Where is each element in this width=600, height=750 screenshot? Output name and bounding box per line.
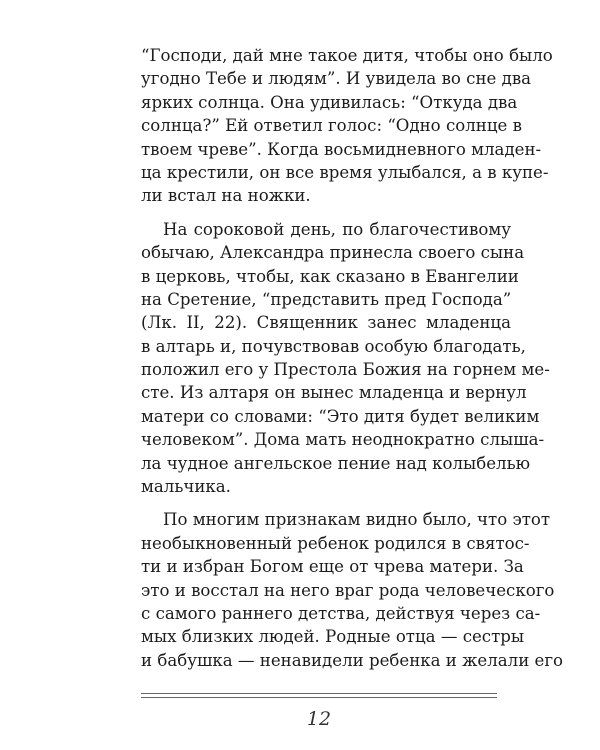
text-line: на Сретение, “представить пред Господа” (141, 289, 512, 309)
text-line: положил его у Престола Божия на горнем ме- (141, 360, 550, 380)
text-line: солнца?” Ей ответил голос: “Одно солнце в (141, 116, 522, 136)
text-line: в алтарь и, почувствовав особую благодать, (141, 336, 526, 356)
text-line: мальчика. (141, 477, 231, 497)
text-line: (Лк. II, 22). Священник занес младенца (141, 313, 511, 333)
text-line: ти и избран Богом еще от чрева матери. За (141, 557, 524, 577)
text-line: и бабушка — ненавидели ребенка и желали его (141, 650, 564, 670)
footer-rule-bottom (141, 697, 497, 698)
text-line: угодно Тебе и людям”. И увидела во сне два (141, 69, 532, 89)
text-line: мых близких людей. Родные отца — сестры (141, 627, 525, 647)
text-line: матери со словами: “Это дитя будет великим (141, 406, 540, 426)
page-number: 12 (306, 708, 332, 730)
text-line: сте. Из алтаря он вынес младенца и вернул (141, 383, 527, 403)
text-line: На сороковой день, по благочестивому (163, 219, 511, 239)
text-line: “Господи, дай мне такое дитя, чтобы оно было (141, 46, 553, 65)
text-line: ярких солнца. Она удивилась: “Откуда два (141, 92, 518, 112)
text-line: обычаю, Александра принесла своего сына (141, 243, 525, 263)
text-line: ла чудное ангельское пение над колыбелью (141, 453, 531, 473)
text-line: необыкновенный ребенок родился в святос- (141, 533, 530, 553)
footer-rule-top (141, 693, 497, 694)
text-line: человеком”. Дома мать неоднократно слыша- (141, 430, 545, 450)
text-line: ца крестили, он все время улыбался, а в купе- (141, 162, 549, 182)
paragraph (141, 218, 550, 499)
paragraph (141, 508, 564, 672)
paragraph-gap (141, 498, 511, 508)
text-line: ли встал на ножки. (141, 186, 311, 206)
text-line: твоем чреве”. Когда восьмидневного младен- (141, 139, 542, 159)
text-line: По многим признакам видно было, что этот (163, 510, 551, 530)
text-line: это и восстал на него враг рода человеческого (141, 580, 555, 600)
body-text (141, 44, 564, 672)
text-line: с самого раннего детства, действуя через са- (141, 603, 541, 623)
text-line: в церковь, чтобы, как сказано в Евангелии (141, 266, 519, 286)
paragraph-gap (141, 208, 511, 218)
paragraph (141, 44, 553, 208)
